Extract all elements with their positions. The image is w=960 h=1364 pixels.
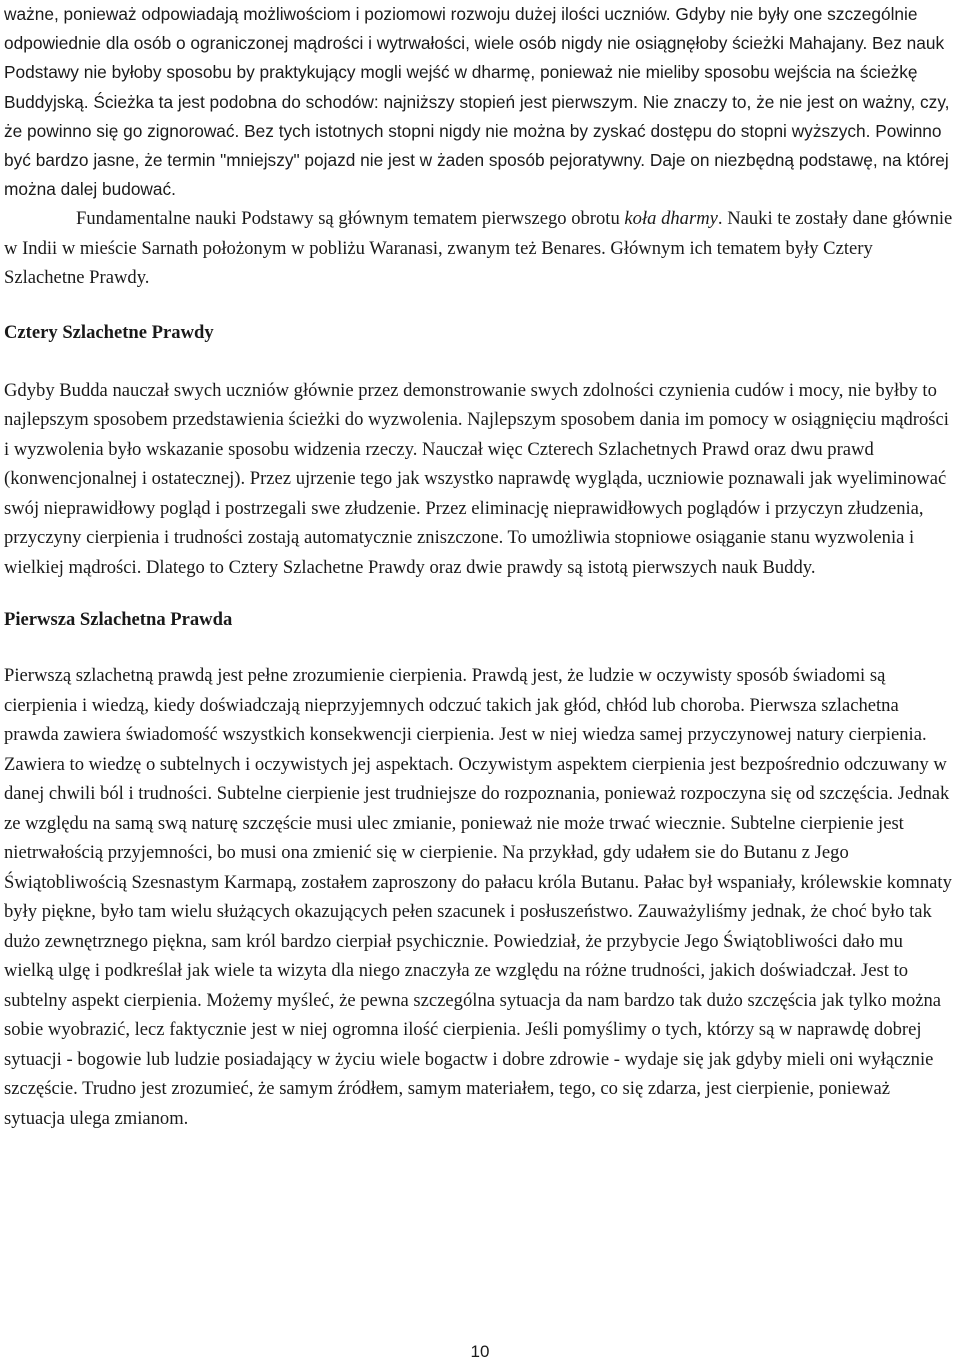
intro-serif-paragraph: [4, 204, 954, 293]
document-page: [4, 0, 954, 1133]
intro-serif-italic: koła dharmy: [624, 208, 718, 230]
page-number: 10: [470, 1342, 490, 1361]
section-heading-first-noble-truth: Pierwsza Szlachetna Prawda: [4, 609, 233, 631]
intro-serif-text-2: . Nauki te zostały dane głównie w Indii w mieście Sarnath położonym w pobliżu Waranasi, zwanym też Benares. Głównym ich tematem były Cztery Szlachetne Prawdy.: [4, 208, 953, 289]
intro-serif-text-1: Fundamentalne nauki Podstawy są głównym tematem pierwszego obrotu: [76, 208, 625, 230]
section-paragraph-four-noble-truths: Gdyby Budda nauczał swych uczniów głównie przez demonstrowanie swych zdolności czynienia cudów i mocy, nie byłby to najlepszym sposobem przedstawienia ścieżki do wyzwolenia. Najlepszym sposobem dania im pomocy w osiągnięciu mądrości i wyzwolenia było wskazanie sposobu widzenia rzeczy. Nauczał więc Czterech Szlachetnych Prawd oraz dwu prawd (konwencjonalnej i ostatecznej). Przez ujrzenie tego jak wszystko naprawdę wygląda, uczniowie poznawali jak wyeliminować swój nieprawidłowy pogląd i postrzegali swe złudzenie. Przez eliminację nieprawidłowych poglądów i przyczyn złudzenia, przyczyny cierpienia i trudności zostają automatycznie zniszczone. To umożliwia stopniowe osiąganie stanu wyzwolenia i wielkiej mądrości. Dlatego to Cztery Szlachetne Prawdy oraz dwie prawdy są istotą pierwszych nauk Buddy.: [4, 379, 949, 578]
section-paragraph-first-noble-truth: Pierwszą szlachetną prawdą jest pełne zrozumienie cierpienia. Prawdą jest, że ludzie w oczywisty sposób świadomi są cierpienia i wiedzą, kiedy doświadczają nieprzyjemnych odczuć takich jak głód, chłód lub choroba. Pierwsza szlachetna prawda zawiera świadomość wszystkich konsekwencji cierpienia. Jest w niej wiedza samej przyczynowej natury cierpienia. Zawiera to wiedzę o subtelnych i oczywistych jej aspektach. Oczywistym aspektem cierpienia jest bezpośrednio odczuwany w danej chwili ból i trudności. Subtelne cierpienie jest trudniejsze do rozpoznania, ponieważ rozpoczyna się od szczęścia. Jednak ze względu na samą swą naturę szczęście musi ulec zmianie, ponieważ nie może trwać wiecznie. Subtelne cierpienie jest nietrwałością przyjemności, bo musi ona zmienić się w cierpienie. Na przykład, gdy udałem sie do Butanu z Jego Świątobliwością Szesnastym Karmapą, zostałem zaproszony do pałacu króla Butanu. Pałac był wspaniały, królewskie komnaty były piękne, było tam wielu służących okazujących pełen szacunek i posłuszeństwo. Zauważyliśmy jednak, że choć było tak dużo zewnętrznego piękna, sam król bardzo cierpiał psychicznie. Powiedział, że przybycie Jego Świątobliwości dało mu wielką ulgę i podkreślał jak wiele ta wizyta dla niego znaczyła ze względu na różne trudności, jakich doświadczał. Jest to subtelny aspekt cierpienia. Możemy myśleć, że pewna szczególna sytuacja da nam bardzo tak dużo szczęścia jak tylko można sobie wyobrazić, lecz faktycznie jest w niej ogromna ilość cierpienia. Jeśli pomyślimy o tych, którzy są w naprawdę dobrej sytuacji - bogowie lub ludzie posiadający w życiu wiele bogactw i dobre zdrowie - wydaje się jak gdyby mieli oni wyłącznie szczęście. Trudno jest zrozumieć, że samym źródłem, samym materiałem, tego, co się zdarza, jest cierpienie, ponieważ sytuacja ulega zmianom.: [4, 665, 952, 1129]
section-heading-four-noble-truths: Cztery Szlachetne Prawdy: [4, 321, 214, 343]
intro-paragraph: ważne, ponieważ odpowiadają możliwościom i poziomowi rozwoju dużej ilości uczniów. Gdyby nie były one szczególnie odpowiednie dla osób o ograniczonej mądrości i wytrwałości, wiele osób nigdy nie osiągnęłoby ścieżki Mahajany. Bez nauk Podstawy nie byłoby sposobu by praktykujący mogli wejść w dharmę, ponieważ nie mieliby sposobu wejścia na ścieżkę Buddyjską. Ścieżka ta jest podobna do schodów: najniższy stopień jest pierwszym. Nie znaczy to, że nie jest on ważny, czy, że powinno się go zignorować. Bez tych istotnych stopni nigdy nie można by zyskać dostępu do stopni wyższych. Powinno być bardzo jasne, że termin "mniejszy" pojazd nie jest w żaden sposób pejoratywny. Daje on niezbędną podstawę, na której można dalej budować.: [4, 4, 950, 200]
